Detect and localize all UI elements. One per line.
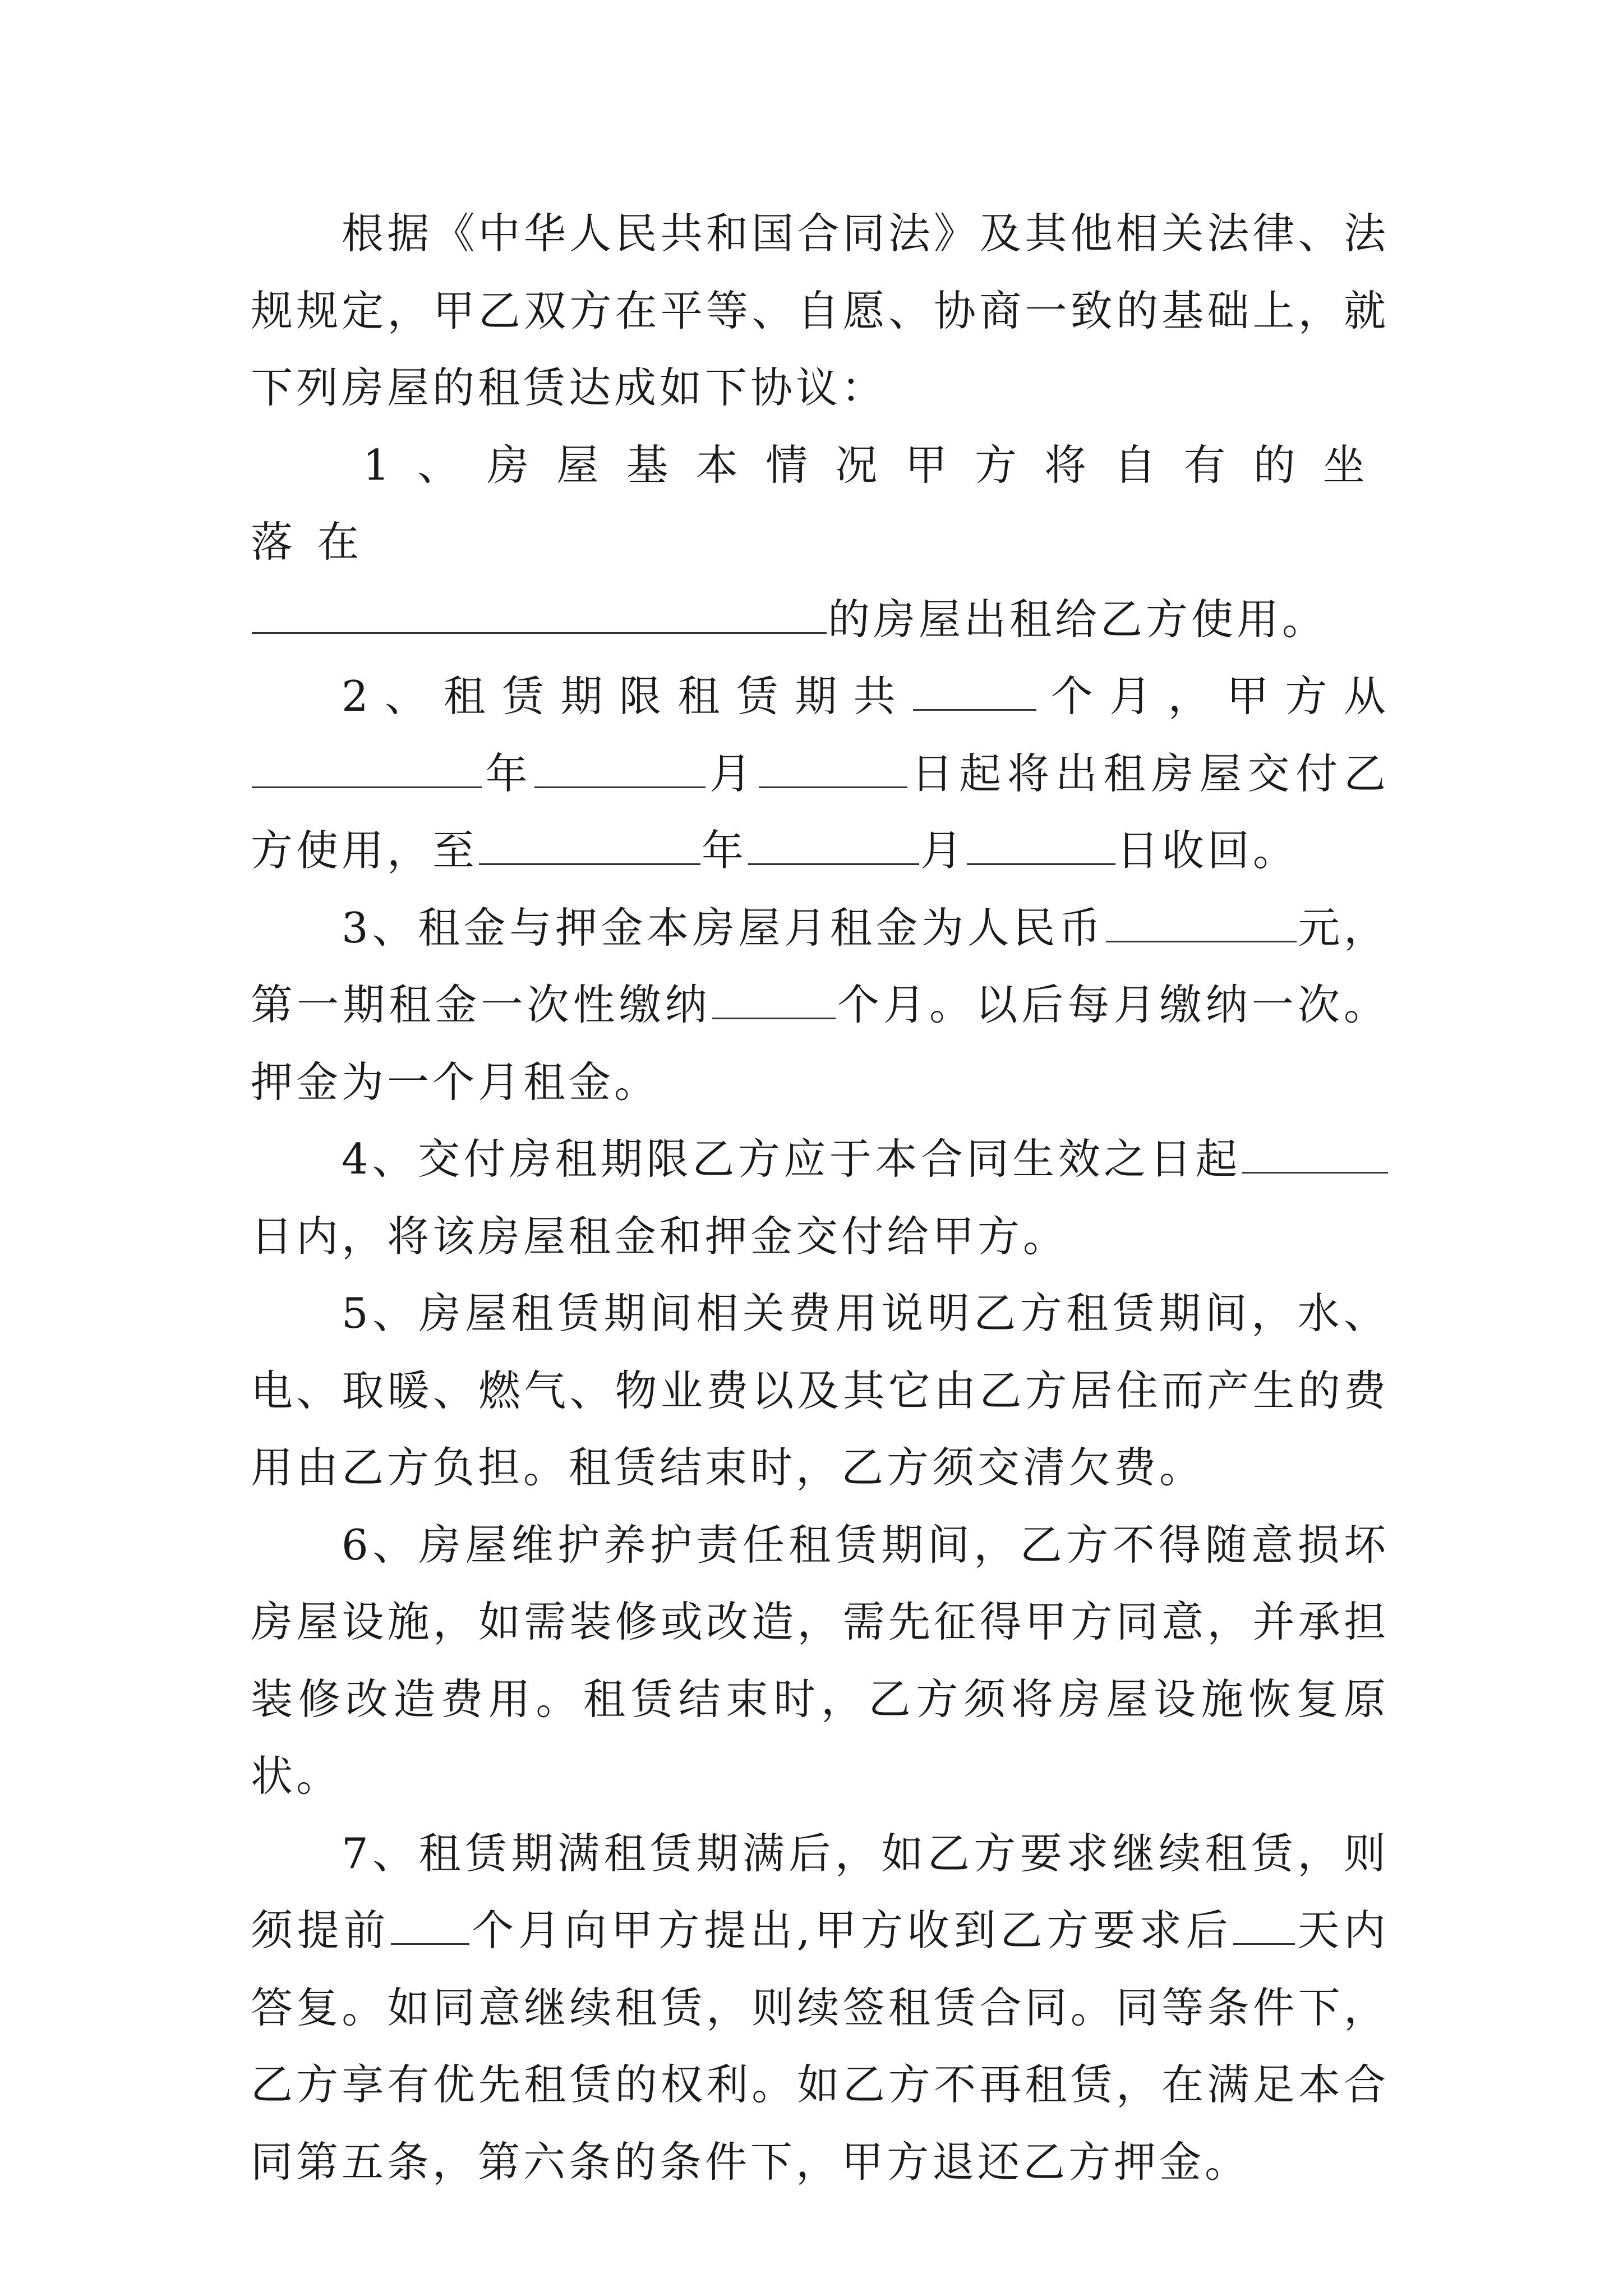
reply-days-blank[interactable] <box>1233 1903 1295 1945</box>
clause-1-tail: 的房屋出租给乙方使用。 <box>828 594 1328 644</box>
clause-2-term <box>251 658 1389 890</box>
property-address-blank[interactable] <box>252 592 827 634</box>
clause-7-text-b: 个月向甲方提出,甲方收到乙方要求后 <box>471 1906 1233 1955</box>
clause-3-text-c: 个月。以后每月缴纳一次。押金为一个月租金。 <box>251 980 1389 1107</box>
end-day-blank[interactable] <box>967 823 1115 865</box>
clause-2-text-d: 月 <box>707 748 758 798</box>
clause-2-text-g: 月 <box>920 826 966 875</box>
clause-2-text-a: 2、租赁期限租赁期共 <box>342 671 912 721</box>
clause-2-text-c: 年 <box>483 748 534 798</box>
start-year-blank[interactable] <box>252 746 482 788</box>
end-month-blank[interactable] <box>748 823 919 865</box>
clause-5-expenses: 5、房屋租赁期间相关费用说明乙方租赁期间，水、电、取暖、燃气、物业费以及其它由乙方居住而产生的费用由乙方负担。租赁结束时，乙方须交清欠费。 <box>251 1289 1389 1492</box>
clause-2-text-f: 年 <box>702 826 748 875</box>
clause-3-rent <box>251 890 1389 1121</box>
start-day-blank[interactable] <box>759 746 907 788</box>
end-year-blank[interactable] <box>479 823 700 865</box>
clause-2-text-b: 个月，甲方从 <box>1038 671 1389 721</box>
start-month-blank[interactable] <box>534 746 706 788</box>
clause-7-text-a: 7、租赁期满租赁期满后，如乙方要求继续租赁，则须提前 <box>251 1828 1389 1955</box>
clause-1-continued <box>251 581 1389 659</box>
clause-1-text: 1、房屋基本情况甲方将自有的坐落在 <box>251 440 1389 567</box>
clause-7-renewal <box>251 1815 1389 2201</box>
clause-2-text-h: 日收回。 <box>1117 826 1299 875</box>
term-months-blank[interactable] <box>913 669 1036 711</box>
clause-7-text-c: 天内答复。如同意继续租赁，则续签租赁合同。同等条件下，乙方享有优先租赁的权利。如乙方不再租赁，在满足本合同第五条，第六条的条件下，甲方退还乙方押金。 <box>251 1906 1389 2187</box>
clause-2-text-e: 日起将出租房屋交付乙方使用，至 <box>251 748 1389 875</box>
clause-6-maintenance: 6、房屋维护养护责任租赁期间，乙方不得随意损坏房屋设施，如需装修或改造，需先征得甲方同意，并承担装修改造费用。租赁结束时，乙方须将房屋设施恢复原状。 <box>251 1520 1389 1801</box>
preamble-paragraph: 根据《中华人民共和国合同法》及其他相关法律、法规规定，甲乙双方在平等、自愿、协商一致的基础上，就下列房屋的租赁达成如下协议： <box>251 209 1389 412</box>
contract-body <box>251 195 1389 2201</box>
clause-1-property <box>251 427 1389 581</box>
clause-4-text-b: 日内，将该房屋租金和押金交付给甲方。 <box>251 1211 1069 1261</box>
clause-4-payment <box>251 1121 1389 1275</box>
clause-4-text-a: 4、交付房租期限乙方应于本合同生效之日起 <box>342 1134 1241 1184</box>
payment-days-blank[interactable] <box>1242 1131 1388 1174</box>
clause-3-text-a: 3、租金与押金本房屋月租金为人民币 <box>342 903 1105 953</box>
clause-3-text-b: 元，第一期租金一次性缴纳 <box>251 903 1389 1029</box>
monthly-rent-blank[interactable] <box>1106 900 1297 942</box>
first-payment-months-blank[interactable] <box>712 977 836 1019</box>
notice-months-blank[interactable] <box>391 1903 469 1945</box>
